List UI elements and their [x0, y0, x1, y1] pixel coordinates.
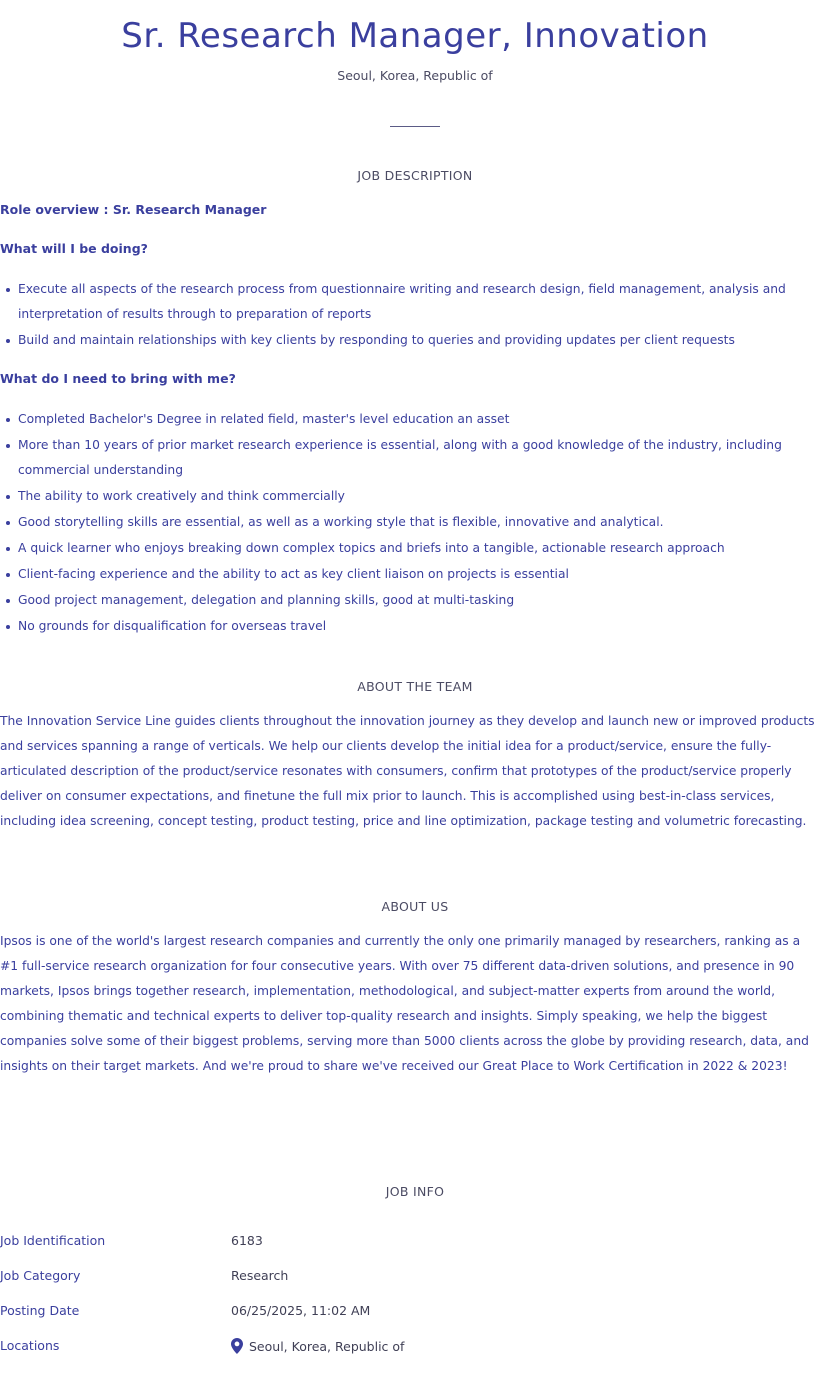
about-us-heading: ABOUT US [381, 899, 449, 914]
list-item: Completed Bachelor's Degree in related field, master's level education an asset [0, 407, 820, 432]
job-info-row [0, 1233, 830, 1253]
about-team-text: The Innovation Service Line guides clients throughout the innovation journey as they develop and launch new or improved products and services spanning a range of verticals. We help our clients develop the initial idea for a product/service, ensure the fully-articulated description of the product/service resonates with consumers, confirm that prototypes of the product/service properly deliver on consumer expectations, and finetune the full mix prior to launch. This is accomplished using best-in-class services, including idea screening, concept testing, product testing, price and line optimization, package testing and volumetric forecasting. [0, 714, 815, 828]
about-us-text: Ipsos is one of the world's largest research companies and currently the only one primarily managed by researchers, ranking as a #1 full-service research organization for four consecutive years. With over 75 different data-driven solutions, and presence in 90 markets, Ipsos brings together research, implementation, methodological, and subject-matter experts from around the world, combining thematic and technical experts to deliver top-quality research and insights. Simply speaking, we help the biggest companies solve some of their biggest problems, serving more than 5000 clients across the globe by providing research, data, and insights on their target markets. And we're proud to share we've received our Great Place to Work Certification in 2022 & 2023! [0, 934, 809, 1073]
page-title: Sr. Research Manager, Innovation [121, 16, 709, 56]
info-label-job-identification: Job Identification [0, 1233, 106, 1248]
list-item: The ability to work creatively and think commercially [0, 484, 820, 509]
list-item: A quick learner who enjoys breaking down complex topics and briefs into a tangible, actionable research approach [0, 536, 820, 561]
info-label-posting-date: Posting Date [0, 1303, 80, 1318]
doing-heading: What will I be doing? [0, 241, 148, 256]
list-item: Good project management, delegation and planning skills, good at multi-tasking [0, 588, 820, 613]
list-item: More than 10 years of prior market research experience is essential, along with a good knowledge of the industry, including commercial understanding [0, 433, 820, 483]
bring-list [0, 407, 820, 640]
bring-heading: What do I need to bring with me? [0, 371, 236, 386]
info-label-locations: Locations [0, 1338, 60, 1353]
job-description-heading: JOB DESCRIPTION [357, 168, 473, 183]
doing-list [0, 277, 820, 354]
info-value-job-identification: 6183 [231, 1233, 263, 1248]
list-item: No grounds for disqualification for overseas travel [0, 614, 820, 639]
list-item: Build and maintain relationships with key clients by responding to queries and providing updates per client requests [0, 328, 820, 353]
job-info-row [0, 1338, 830, 1358]
info-value-job-category: Research [231, 1268, 289, 1283]
info-value-locations[interactable] [231, 1338, 404, 1354]
job-location: Seoul, Korea, Republic of [337, 68, 493, 83]
about-team-heading: ABOUT THE TEAM [357, 679, 473, 694]
list-item: Execute all aspects of the research process from questionnaire writing and research design, field management, analysis and interpretation of results through to preparation of reports [0, 277, 820, 327]
info-label-job-category: Job Category [0, 1268, 81, 1283]
role-overview: Role overview : Sr. Research Manager [0, 202, 267, 217]
job-info-row [0, 1303, 830, 1323]
header-divider [390, 126, 440, 127]
list-item: Good storytelling skills are essential, as well as a working style that is flexible, innovative and analytical. [0, 510, 820, 535]
job-info-row [0, 1268, 830, 1288]
info-value-posting-date: 06/25/2025, 11:02 AM [231, 1303, 371, 1318]
list-item: Client-facing experience and the ability to act as key client liaison on projects is essential [0, 562, 820, 587]
location-pin-icon [231, 1338, 243, 1354]
location-value-text: Seoul, Korea, Republic of [249, 1338, 405, 1354]
job-info-heading: JOB INFO [385, 1184, 445, 1199]
